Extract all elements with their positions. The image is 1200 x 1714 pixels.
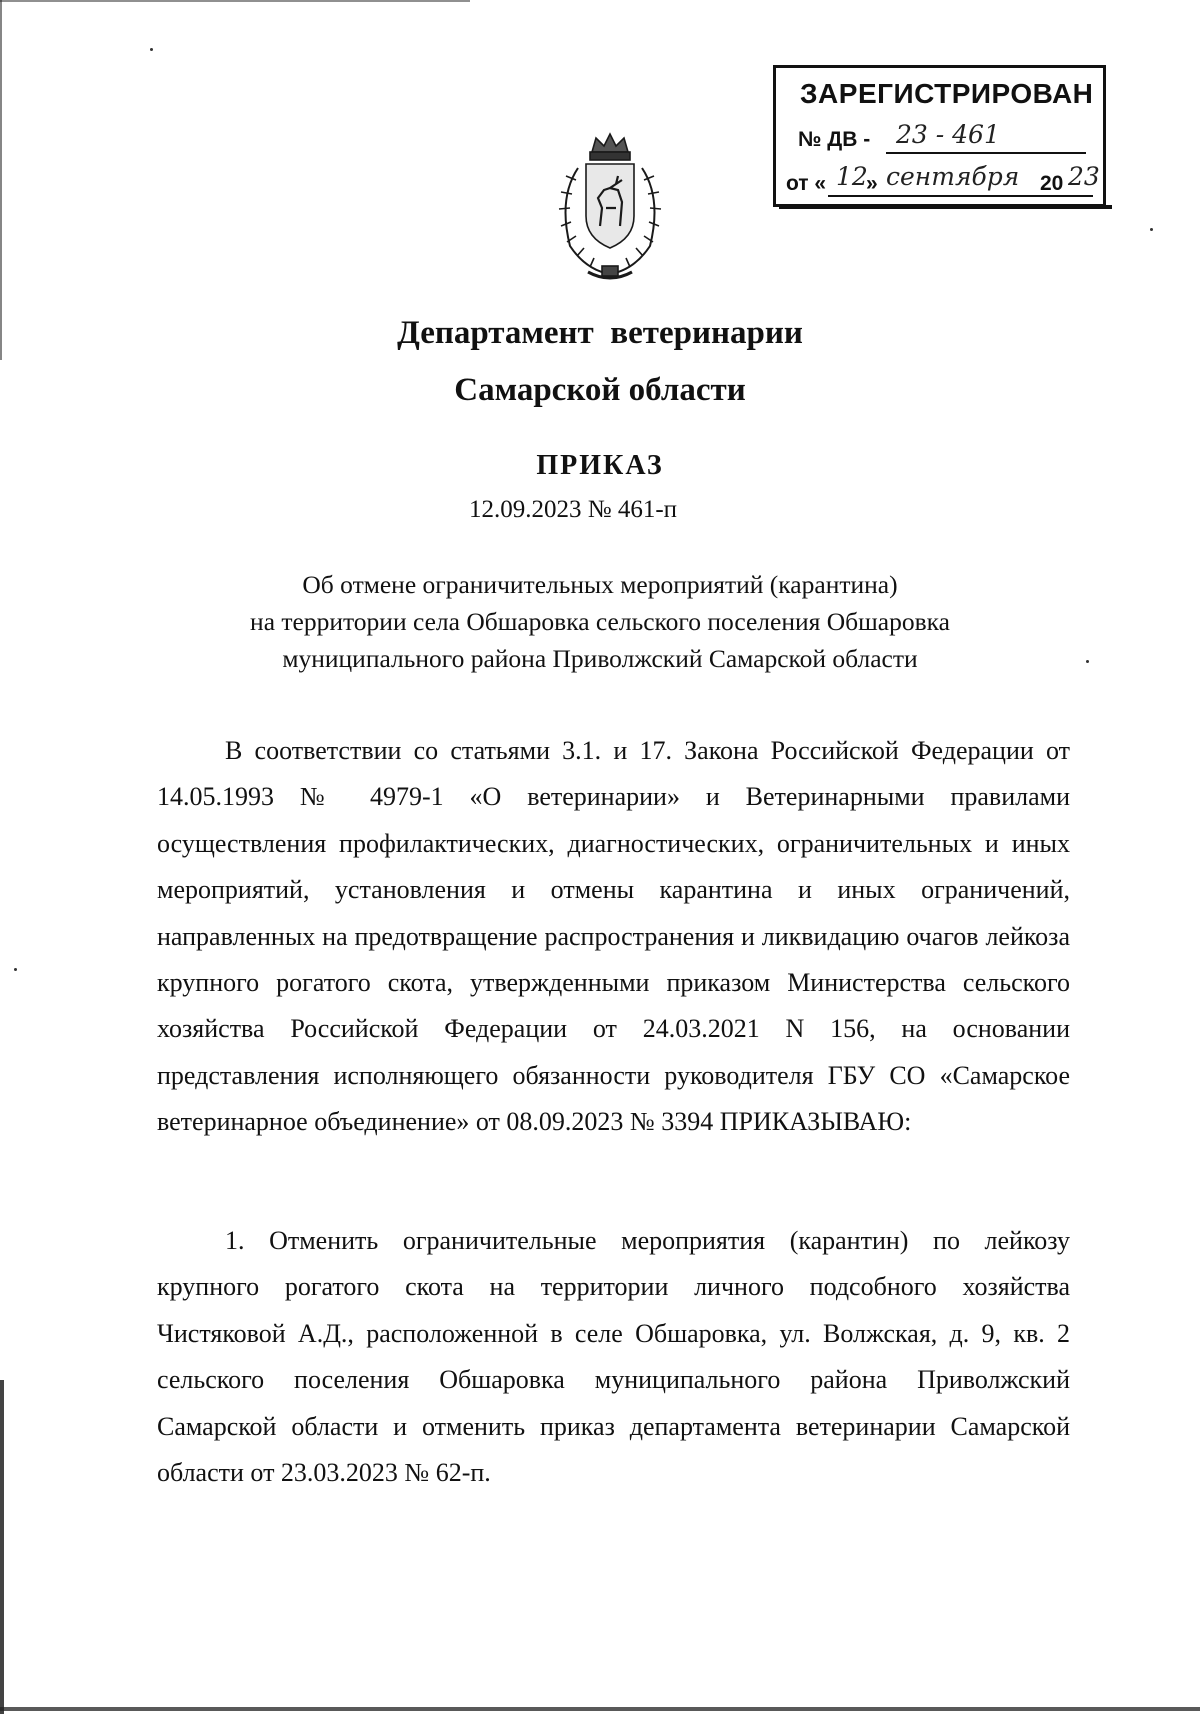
subject-line-1: Об отмене ограничительных мероприятий (карантина) <box>302 570 898 599</box>
scan-speck <box>150 48 153 51</box>
scan-speck <box>1086 660 1089 663</box>
order-date-number: 12.09.2023 № 461-п <box>469 496 678 523</box>
stamp-date-day: 12 <box>836 162 868 191</box>
stamp-date-middle: » <box>866 172 878 195</box>
scan-edge-left-bottom <box>0 1380 4 1714</box>
preamble-paragraph: В соответствии со статьями 3.1. и 17. Закона Российской Федерации от 14.05.1993 № 4979-1 «О ветеринарии» и Ветеринарными правилами осуществления профилактических, диагностических, ограничительных и иных мероприятий, установления и отмены карантина и иных ограничений, направленных на предотвращение распространения и ликвидацию очагов лейкоза крупного рогатого скота, утвержденными приказом Министерства сельского хозяйства Российской Федерации от 24.03.2021 N 156, на основании представления исполняющего обязанности руководителя ГБУ СО «Самарское ветеринарное объединение» от 08.09.2023 № 3394 ПРИКАЗЫВАЮ: <box>157 736 1070 1137</box>
subject-line-2: на территории села Обшаровка сельского поселения Обшаровка <box>250 607 950 636</box>
department-line-1: Департамент ветеринарии <box>397 315 803 351</box>
department-name <box>0 305 1200 419</box>
scan-edge-top <box>0 0 470 2</box>
order-subject <box>150 566 1050 677</box>
stamp-date-month: сентября <box>886 162 1020 191</box>
samara-coat-of-arms-icon <box>530 128 690 288</box>
stamp-number-underline <box>886 152 1086 154</box>
scan-speck <box>14 968 17 971</box>
stamp-date-prefix: от « <box>786 172 827 195</box>
subject-line-3: муниципального района Приволжский Самарской области <box>282 644 918 673</box>
stamp-year-prefix: 20 <box>1040 172 1064 195</box>
scan-speck <box>1150 228 1153 231</box>
document-type: ПРИКАЗ <box>536 450 664 481</box>
scan-edge-bottom <box>0 1707 1200 1711</box>
registration-stamp <box>773 65 1106 207</box>
stamp-date-underline <box>828 195 1093 197</box>
stamp-number-label: № ДВ - <box>798 128 871 151</box>
stamp-number-value: 23 - 461 <box>896 120 1000 149</box>
stamp-title: ЗАРЕГИСТРИРОВАН <box>800 78 1094 109</box>
stamp-year-value: 23 <box>1068 162 1100 191</box>
order-item-1: 1. Отменить ограничительные мероприятия (карантин) по лейкозу крупного рогатого скота на территории личного подсобного хозяйства Чистяковой А.Д., расположенной в селе Обшаровка, ул. Волжская, д. 9, кв. 2 сельского поселения Обшаровка муниципального района Приволжский Самарской области и отменить приказ департамента ветеринарии Самарской области от 23.03.2023 № 62-п. <box>157 1226 1070 1488</box>
department-line-2: Самарской области <box>454 372 746 408</box>
